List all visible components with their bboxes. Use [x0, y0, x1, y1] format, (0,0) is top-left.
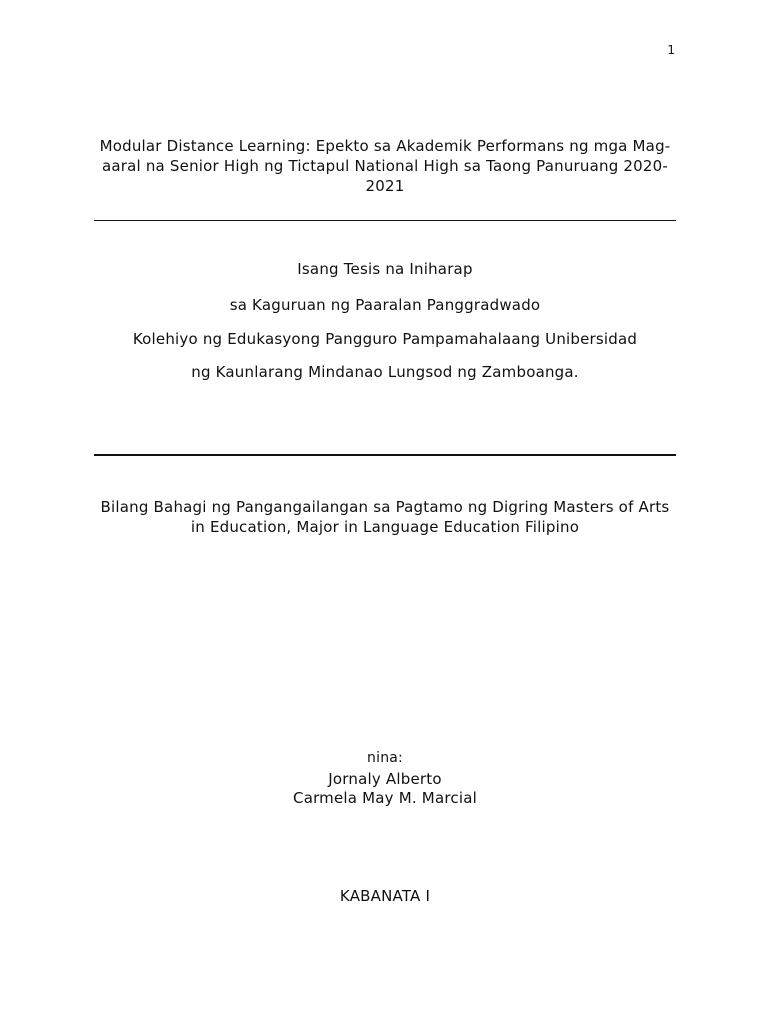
submission-line-3: Kolehiyo ng Edukasyong Pangguro Pampamahalaang Unibersidad [132, 330, 638, 348]
chapter-heading: KABANATA I [339, 887, 431, 905]
submission-line-1: Isang Tesis na Iniharap [297, 260, 473, 278]
author-name-2: Carmela May M. Marcial [293, 789, 477, 807]
submission-line-4: ng Kaunlarang Mindanao Lungsod ng Zamboanga. [191, 363, 579, 381]
page-number: 1 [667, 43, 675, 57]
thesis-title: Modular Distance Learning: Epekto sa Akademik Performans ng mga Mag-aaral na Senior High ng Tictapul National High sa Taong Panuruang 2020-2021 [99, 137, 671, 195]
authors-label: nina: [367, 750, 403, 766]
author-name-1: Jornaly Alberto [328, 770, 442, 788]
submission-line-2: sa Kaguruan ng Paaralan Panggradwado [229, 296, 541, 314]
divider-bottom [94, 454, 676, 456]
degree-requirement: Bilang Bahagi ng Pangangailangan sa Pagtamo ng Digring Masters of Arts in Education, Major in Language Education Filipino [100, 498, 670, 536]
divider-top [94, 220, 676, 221]
